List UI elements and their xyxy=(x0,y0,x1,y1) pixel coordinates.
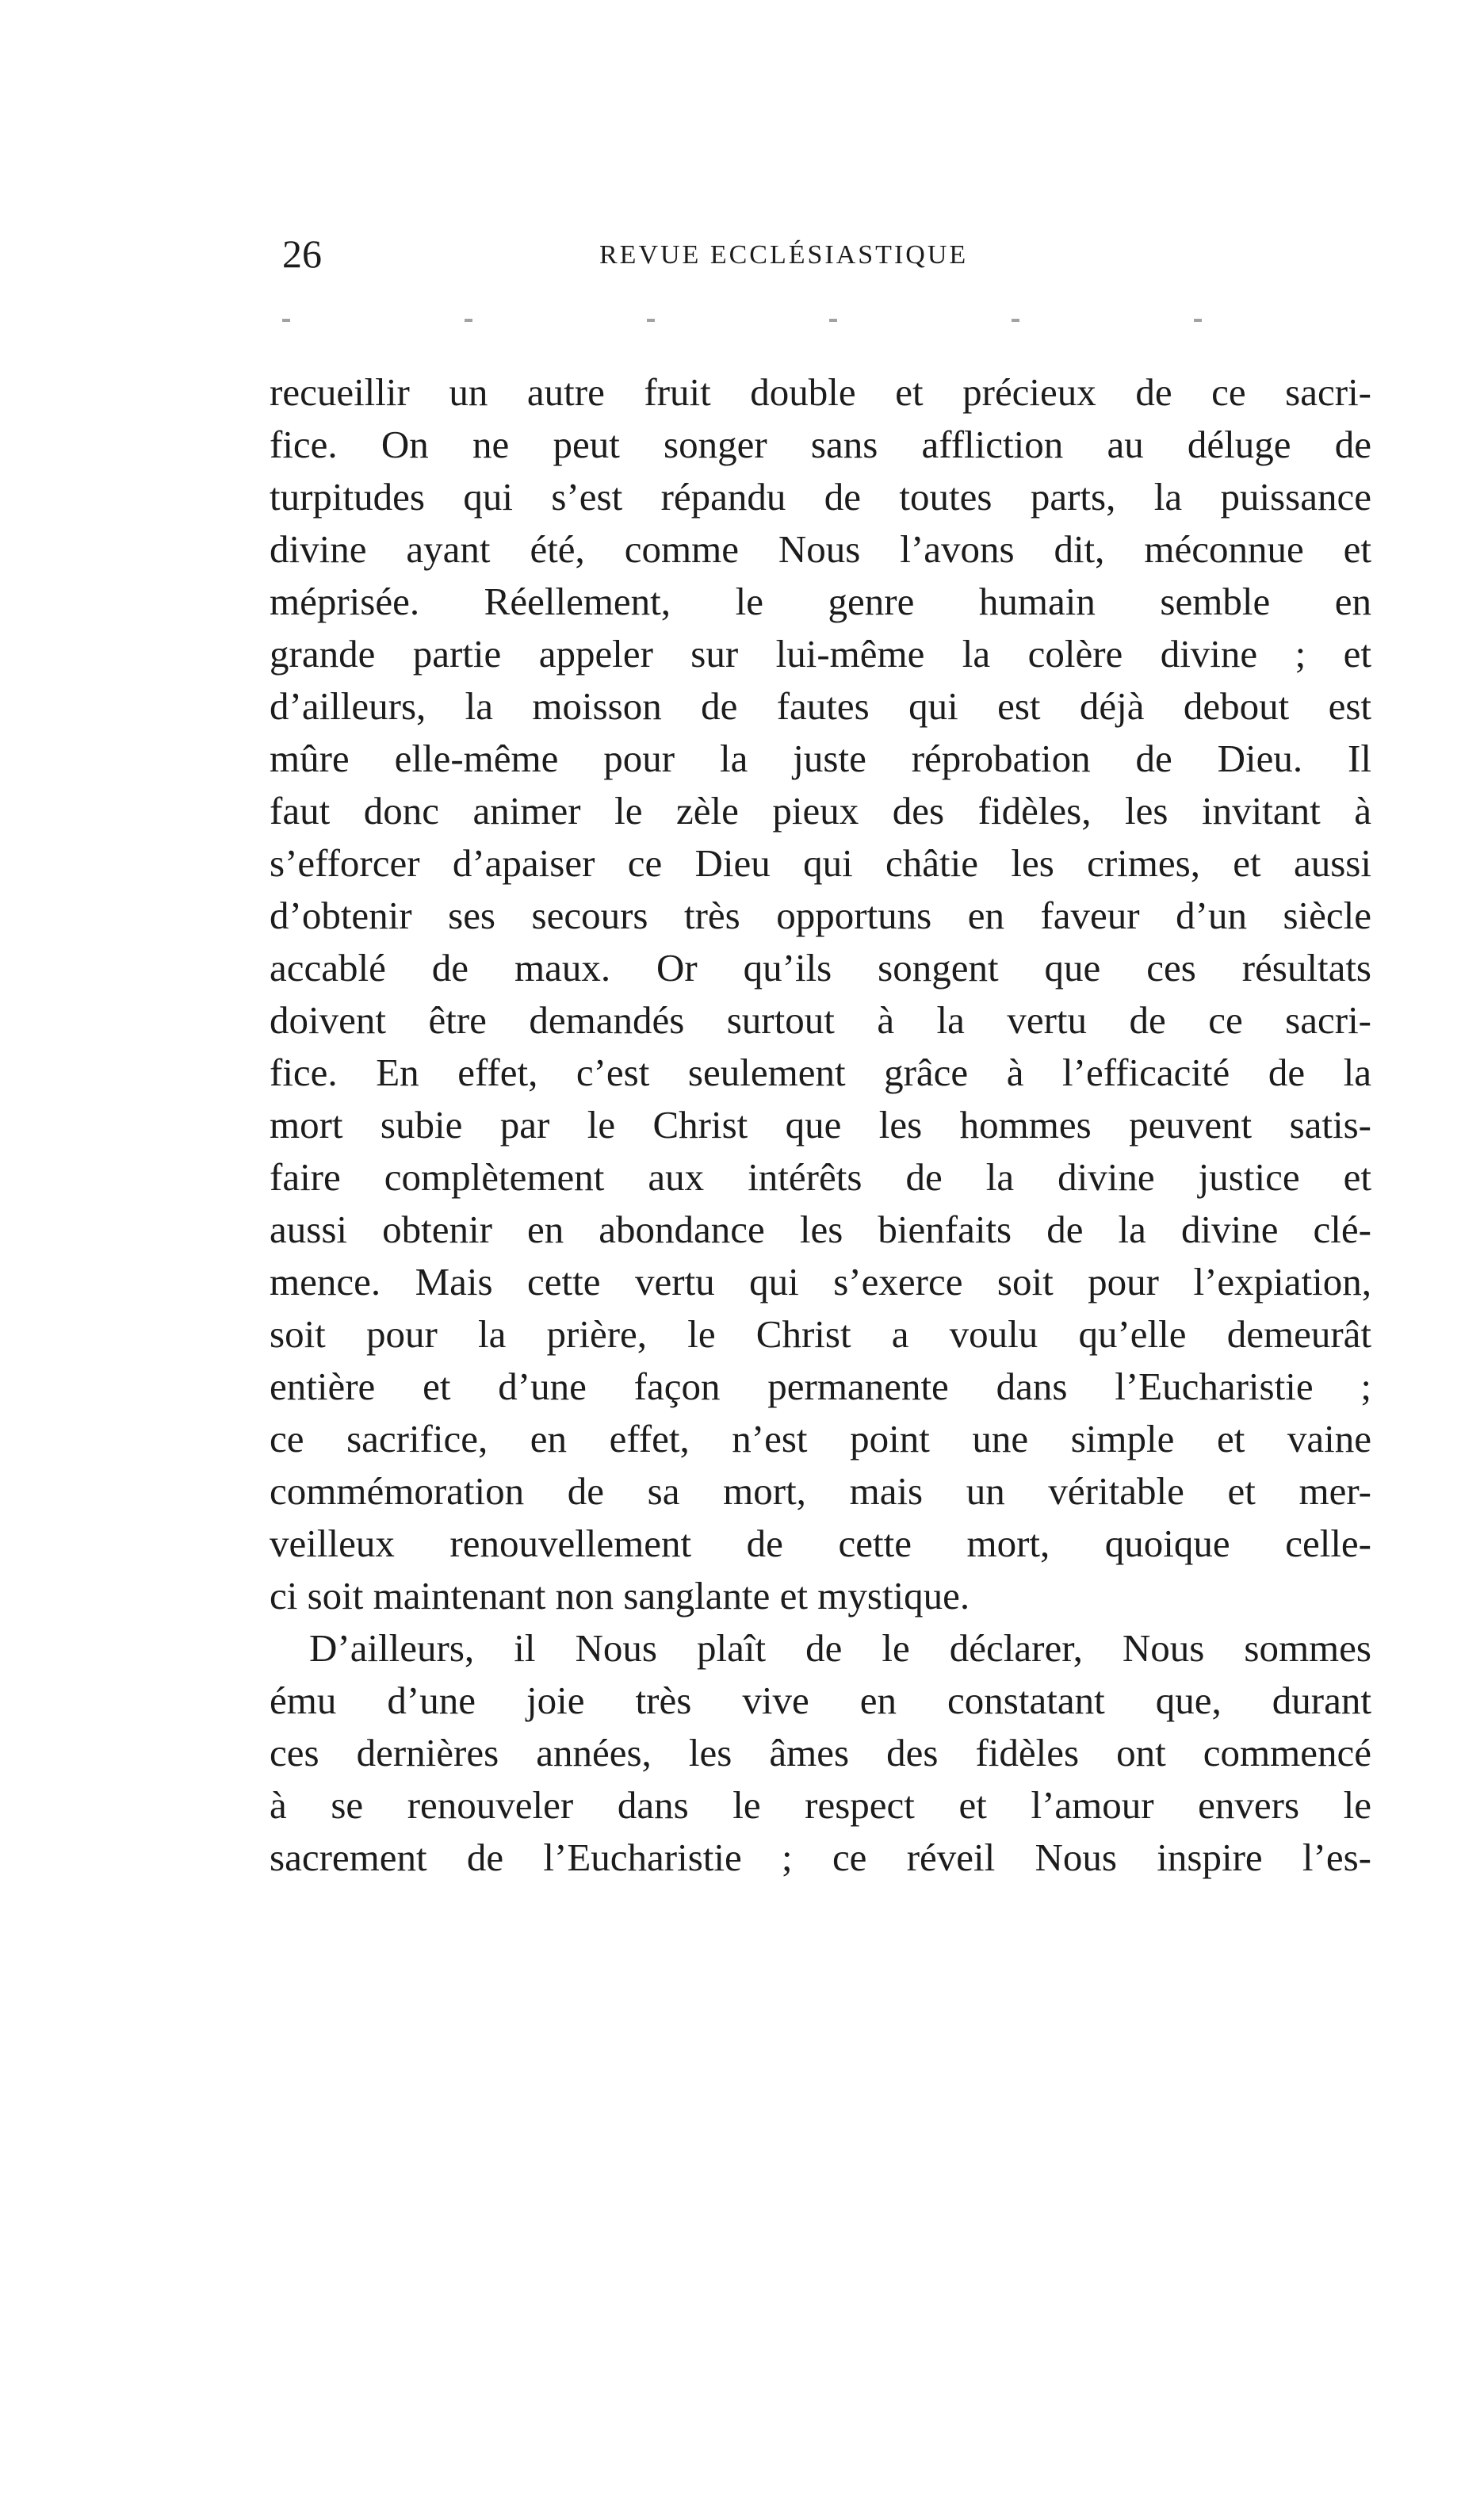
text-line: soit pour la prière, le Christ a voulu qu’elle demeurât xyxy=(270,1312,1371,1356)
text-line: ce sacrifice, en effet, n’est point une simple et vaine xyxy=(270,1417,1371,1460)
page-header xyxy=(282,230,1368,285)
text-line: recueillir un autre fruit double et précieux de ce sacri- xyxy=(270,370,1371,414)
text-line: mort subie par le Christ que les hommes peuvent satis- xyxy=(270,1103,1371,1147)
text-line: mence. Mais cette vertu qui s’exerce soit pour l’expiation, xyxy=(270,1260,1371,1304)
text-line: accablé de maux. Or qu’ils songent que ces résultats xyxy=(270,946,1371,990)
paragraph-2 xyxy=(270,1622,1371,1884)
header-rule xyxy=(282,319,1368,322)
text-line: fice. En effet, c’est seulement grâce à l’efficacité de la xyxy=(270,1051,1371,1094)
text-line: ces dernières années, les âmes des fidèles ont commencé xyxy=(270,1731,1371,1774)
text-line: sacrement de l’Eucharistie ; ce réveil Nous inspire l’es- xyxy=(270,1836,1371,1879)
text-line: faire complètement aux intérêts de la divine justice et xyxy=(270,1155,1371,1199)
text-line: s’efforcer d’apaiser ce Dieu qui châtie les crimes, et aussi xyxy=(270,841,1371,885)
text-line: entière et d’une façon permanente dans l’Eucharistie ; xyxy=(270,1365,1371,1408)
text-line: faut donc animer le zèle pieux des fidèles, les invitant à xyxy=(270,789,1371,833)
text-line: divine ayant été, comme Nous l’avons dit, méconnue et xyxy=(270,527,1371,571)
text-line: grande partie appeler sur lui-même la colère divine ; et xyxy=(270,632,1371,676)
text-line: ému d’une joie très vive en constatant que, durant xyxy=(270,1679,1371,1722)
text-line: veilleux renouvellement de cette mort, quoique celle- xyxy=(270,1522,1371,1565)
text-line: méprisée. Réellement, le genre humain semble en xyxy=(270,580,1371,623)
text-line: mûre elle-même pour la juste réprobation de Dieu. Il xyxy=(270,737,1371,780)
page-number: 26 xyxy=(282,232,322,276)
text-line: commémoration de sa mort, mais un véritable et mer- xyxy=(270,1469,1371,1513)
body-text xyxy=(270,366,1371,1884)
text-line: d’ailleurs, la moisson de fautes qui est déjà debout est xyxy=(270,684,1371,728)
running-title: REVUE ECCLÉSIASTIQUE xyxy=(599,240,969,270)
text-line: ci soit maintenant non sanglante et mystique. xyxy=(270,1574,970,1617)
paragraph-1 xyxy=(270,366,1371,1622)
text-line: turpitudes qui s’est répandu de toutes parts, la puissance xyxy=(270,475,1371,519)
text-line: D’ailleurs, il Nous plaît de le déclarer, Nous sommes xyxy=(309,1626,1371,1670)
text-line: à se renouveler dans le respect et l’amour envers le xyxy=(270,1783,1371,1827)
text-line: aussi obtenir en abondance les bienfaits de la divine clé- xyxy=(270,1208,1371,1251)
text-line: doivent être demandés surtout à la vertu de ce sacri- xyxy=(270,998,1371,1042)
text-line: d’obtenir ses secours très opportuns en faveur d’un siècle xyxy=(270,894,1371,937)
text-line: fice. On ne peut songer sans affliction au déluge de xyxy=(270,423,1371,466)
